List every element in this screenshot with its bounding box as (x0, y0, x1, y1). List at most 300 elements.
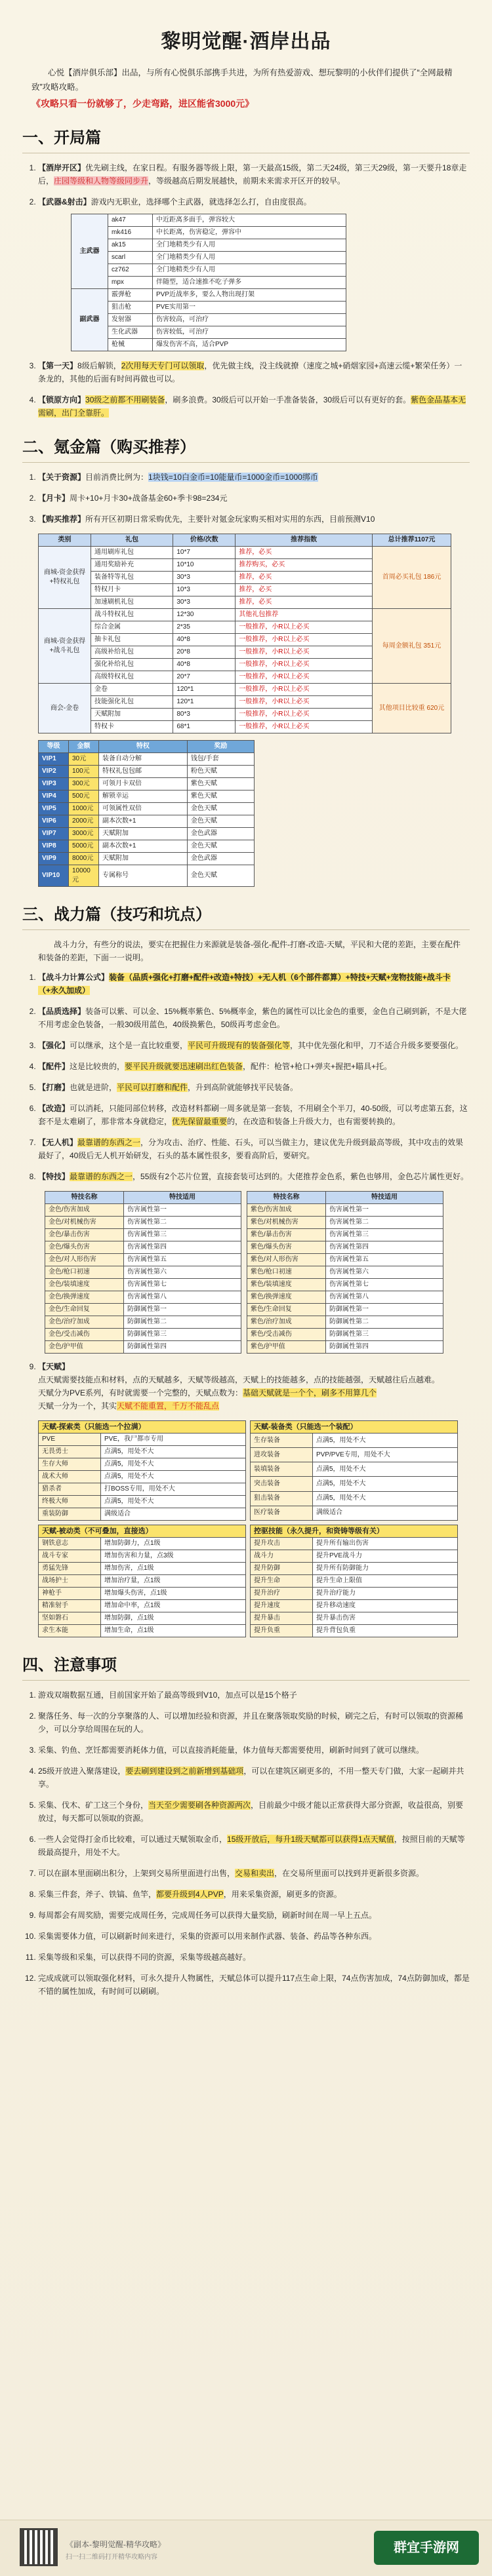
talent-name: 战斗力 (251, 1550, 313, 1563)
table-row (251, 1575, 458, 1588)
table-row (39, 1483, 246, 1496)
table-row (39, 840, 255, 853)
item-text: 可以消耗，只能同部位转移，改造材料都刷一周多就是第一套装，不用刷全个半刀，40-50级，可以考虑第五套，这套不是太难刷了，那非常本身就稳定， (38, 1104, 468, 1126)
trait-header-use: 特技适用 (326, 1192, 443, 1204)
table-row (247, 1229, 443, 1241)
divider (22, 1680, 470, 1681)
item-label: 【特技】 (38, 1172, 70, 1181)
talent-list (18, 1360, 474, 1413)
shop-category: 商城-资金获得+战斗礼包 (39, 609, 91, 684)
section-1-list (18, 161, 474, 420)
item-text: 聚落任务、每一次的分享聚落的人、可以增加经验和资源，并且在聚落领取奖励的时候，刷完之后，有时可以领取的资源稀少，可以分享给周围在玩的人。 (38, 1711, 464, 1734)
list-item (38, 1136, 474, 1162)
trait-use: 伤害属性第四 (124, 1241, 241, 1254)
table-row (39, 1421, 246, 1434)
trait-tables (45, 1191, 474, 1354)
shop-header: 总计推荐1107元 (373, 534, 451, 547)
item-highlight: 2次用每天专门可以领取 (121, 361, 205, 370)
table-row (247, 1204, 443, 1217)
item-text: 这是比较贵的， (70, 1062, 125, 1071)
vip-header: 特权 (99, 741, 188, 753)
trait-use: 伤害属性第六 (124, 1266, 241, 1279)
talent-tables (38, 1420, 458, 1637)
table-row (72, 277, 346, 289)
item-highlight-2: 紫色金品基本无需刷，出门全靠肝。 (38, 395, 466, 418)
table-row (72, 252, 346, 264)
shop-header: 类别 (39, 534, 91, 547)
table-row (247, 1279, 443, 1291)
shop-table (38, 534, 451, 733)
item-text: 优先刷主线，在家日程。有服务器等级上限，第一天最高15级，第二天24级，第三天29级，第一天要升18章走后， (38, 163, 467, 185)
table-row (251, 1477, 458, 1491)
weapon-name: 狙击枪 (108, 302, 153, 314)
shop-item-price: 30*3 (173, 572, 236, 584)
vip-privilege: 专属称号 (99, 865, 188, 887)
table-row (251, 1491, 458, 1506)
table-row (39, 1471, 246, 1483)
table-row (45, 1341, 241, 1354)
talent-desc: 提升所有防御能力 (313, 1563, 458, 1575)
table-row (72, 227, 346, 239)
divider (22, 929, 470, 930)
table-row (45, 1254, 241, 1266)
talent-table-title: 控驱技能（永久提升，和资铸等级有关） (251, 1525, 458, 1538)
vip-level: VIP5 (39, 803, 69, 815)
vip-amount: 300元 (69, 778, 99, 790)
talent-text-1: 点天赋需要技能点和材料，点的天赋越多，天赋等级越高，天赋上的技能越多，点的技能越强，天赋越往后点越难。 (38, 1375, 440, 1384)
talent-table (38, 1420, 246, 1521)
shop-category: 商会-金卷 (39, 684, 91, 733)
talent-desc: 点满5，用处不大 (101, 1496, 246, 1508)
shop-category: 商城-资金获得+特权礼包 (39, 547, 91, 609)
intro-text: 心悦【酒岸俱乐部】出品，与所有心悦俱乐部携手共进，为所有热爱游戏、想玩黎明的小伙伴们提供了“全网最精致”攻略攻略。 (31, 68, 453, 92)
talent-name: 装填装备 (251, 1462, 313, 1477)
shop-item-rating: 推荐，必买 (236, 547, 373, 559)
table-row (251, 1563, 458, 1575)
item-tail: ，目前最少中级才能以正常获得大部分资源，收益很高，别要放过，每天都可以领取的资源。 (38, 1801, 464, 1823)
talent-desc: 提升背包负重 (313, 1625, 458, 1637)
talent-table-title: 天赋-被动类（不可叠加，直接选） (39, 1525, 246, 1538)
item-label: 【酒岸开区】 (38, 163, 86, 172)
item-text: 8级后解锁， (77, 361, 121, 370)
shop-group-total: 每周金额礼包 351元 (373, 609, 451, 684)
shop-item-price: 10*10 (173, 559, 236, 572)
shop-header: 推荐指数 (236, 534, 373, 547)
table-row (39, 1458, 246, 1471)
trait-use: 伤害属性第三 (326, 1229, 443, 1241)
trait-use: 防御属性第四 (124, 1341, 241, 1354)
talent-name: 勇猛先锋 (39, 1563, 101, 1575)
table-row (72, 264, 346, 277)
table-row (45, 1304, 241, 1316)
trait-name: 紫色/护甲值 (247, 1341, 326, 1354)
table-row (251, 1600, 458, 1612)
trait-name: 紫色/装填速度 (247, 1279, 326, 1291)
item-text: 目前消费比例为： (85, 473, 149, 482)
list-item (38, 1081, 474, 1094)
list-item (38, 1930, 474, 1943)
weapon-desc: 全门地精类少有人用 (153, 264, 346, 277)
talent-table-title: 天赋-装备类（只能选一个装配） (251, 1421, 458, 1434)
talent-desc: PVP/PVE专用，用处不大 (313, 1448, 458, 1462)
weapon-desc: 全门地精类少有人用 (153, 252, 346, 264)
slogan: 《攻略只看一份就够了，少走弯路，进区能省3000元》 (31, 98, 255, 109)
table-row (39, 853, 255, 865)
weapon-name: cz762 (108, 264, 153, 277)
talent-highlight-2: 天赋不能重置，千万不能乱点 (117, 1401, 220, 1411)
shop-item-price: 10*3 (173, 584, 236, 596)
talent-desc: 点满5，用处不大 (101, 1471, 246, 1483)
talent-name: 坚如磐石 (39, 1612, 101, 1625)
table-row (251, 1625, 458, 1637)
vip-header: 奖励 (187, 741, 254, 753)
shop-item-rating: 一般推荐，小R以上必买 (236, 721, 373, 733)
vip-privilege: 特权礼包包邮 (99, 766, 188, 778)
section-title-4: 四、注意事项 (22, 1656, 117, 1674)
shop-item-price: 2*35 (173, 621, 236, 634)
trait-use: 防御属性第二 (124, 1316, 241, 1329)
list-item (38, 513, 474, 526)
vip-reward: 金色天赋 (187, 865, 254, 887)
talent-name: 狙击装备 (251, 1491, 313, 1506)
vip-level: VIP6 (39, 815, 69, 828)
item-label: 【第一天】 (38, 361, 78, 370)
item-highlight: 平民可以打磨和配件 (117, 1083, 188, 1092)
table-row (247, 1217, 443, 1229)
shop-header: 礼包 (91, 534, 173, 547)
shop-group-total: 其他项目比较重 620元 (373, 684, 451, 733)
item-text: 可以在副本里面刷出积分，上架到交易所里面进行出售， (38, 1869, 236, 1878)
talent-name: 提升生命 (251, 1575, 313, 1588)
vip-reward: 粉色天赋 (187, 766, 254, 778)
item-highlight: 交易和卖出 (235, 1869, 275, 1878)
trait-use: 伤害属性第七 (124, 1279, 241, 1291)
shop-item-name: 装备特等礼包 (91, 572, 173, 584)
weapon-desc: PVE实用第一 (153, 302, 346, 314)
item-label: 【打磨】 (38, 1083, 70, 1092)
table-row (39, 1525, 246, 1538)
item-text: 可以继承，这个是一直比较重要， (70, 1041, 188, 1050)
list-item (38, 1709, 474, 1736)
weapon-desc: 全门地精类少有人用 (153, 239, 346, 252)
table-row (247, 1266, 443, 1279)
vip-level: VIP10 (39, 865, 69, 887)
talent-name: 提升攻击 (251, 1538, 313, 1550)
item-label: 【无人机】 (38, 1138, 78, 1147)
item-highlight: 优先保留最重要 (172, 1117, 228, 1126)
table-row (39, 803, 255, 815)
trait-name: 金色/生命回复 (45, 1304, 124, 1316)
table-row (39, 1446, 246, 1458)
table-row (72, 339, 346, 351)
list-item (38, 1102, 474, 1128)
item-label: 【购买推荐】 (38, 515, 86, 524)
item-label: 【配件】 (38, 1062, 70, 1071)
vip-header: 金额 (69, 741, 99, 753)
talent-table (38, 1525, 246, 1637)
vip-row (38, 740, 474, 887)
trait-use: 伤害属性第七 (326, 1279, 443, 1291)
talent-desc: PVE，我尸都市专用 (101, 1434, 246, 1446)
vip-reward: 金色天赋 (187, 840, 254, 853)
site-logo[interactable] (374, 2531, 479, 2565)
item-tail: ，分为攻击、治疗、性能、石头，可以当做主力，建议优先升级到最高等级，其中攻击的效果最好了，40级后无人机开始研发，石头的基本属性很多，要看高阶后，要研究。 (38, 1138, 464, 1160)
vip-reward: 紫色天赋 (187, 790, 254, 803)
list-item (38, 492, 474, 505)
weapon-category: 主武器 (72, 214, 108, 289)
talent-name: 提升防御 (251, 1563, 313, 1575)
list-item (38, 1909, 474, 1922)
table-row (251, 1448, 458, 1462)
table-row (39, 865, 255, 887)
talent-table (250, 1525, 458, 1637)
talent-name: 进攻装备 (251, 1448, 313, 1462)
table-row (45, 1266, 241, 1279)
trait-name: 金色/暴击伤害 (45, 1229, 124, 1241)
shop-item-rating: 一般推荐，小R以上必买 (236, 671, 373, 684)
trait-use: 防御属性第四 (326, 1341, 443, 1354)
table-row (39, 1563, 246, 1575)
talent-desc: 满级适合 (313, 1506, 458, 1520)
table-row (39, 753, 255, 766)
trait-name: 金色/换弹速度 (45, 1291, 124, 1304)
weapon-name: 霰弹枪 (108, 289, 153, 302)
list-item (38, 1799, 474, 1825)
item-text: 游戏双端数据互通，目前国家开始了最高等级到V10，加点可以是15个格子 (38, 1690, 297, 1700)
trait-name: 金色/对机械伤害 (45, 1217, 124, 1229)
section-3-intro: 战斗力分，有些分的说法，要实在把握住力来源就是装备-强化-配件-打磨-改造-天赋，平民和大佬的差距，主要在配件和装备的差距，下面一一说明。 (38, 940, 461, 962)
trait-use: 伤害属性第八 (124, 1291, 241, 1304)
item-highlight: 最靠谱的东西之一 (77, 1138, 141, 1147)
weapon-desc: 中近距离多面手，弹容较大 (153, 214, 346, 227)
talent-name: 猎杀者 (39, 1483, 101, 1496)
talent-desc: 增加防御，点1级 (101, 1612, 246, 1625)
talent-desc: 点满5，用处不大 (101, 1446, 246, 1458)
item-text: 装备（品质+强化+打磨+配件+改造+特技）+无人机（6个部件都算）+特技+天赋+宠物技能+战斗卡（+永久加成） (38, 973, 451, 995)
trait-use: 伤害属性第五 (124, 1254, 241, 1266)
list-item (38, 195, 474, 351)
item-tail: 的，在改造和装备上升级大力，也有需要转换的。 (227, 1117, 401, 1126)
talent-desc: 增加生命，点1级 (101, 1625, 246, 1637)
table-row (251, 1506, 458, 1520)
talent-desc: 增加伤害，点1级 (101, 1563, 246, 1575)
talent-name: 医疗装备 (251, 1506, 313, 1520)
trait-use: 防御属性第一 (326, 1304, 443, 1316)
talent-desc: 点满5，用处不大 (313, 1462, 458, 1477)
table-row (45, 1316, 241, 1329)
table-row (247, 1341, 443, 1354)
item-label: 【天赋】 (38, 1362, 70, 1371)
table-row (72, 326, 346, 339)
item-text: 装备可以紫、可以金、15%概率紫色、5%概率金，紫色的属性可以比金色的重要，金色自己刷到新，不是大佬不用考虑金色装备，一般30级用蓝色，40级换紫色，50级再考虑金色。 (38, 1007, 467, 1029)
list-item (38, 471, 474, 484)
trait-use: 防御属性第三 (124, 1329, 241, 1341)
item-highlight: 1块钱=10白金币=10能量币=1000金币=1000绑币 (148, 473, 318, 482)
vip-amount: 5000元 (69, 840, 99, 853)
weapon-name: scarl (108, 252, 153, 264)
item-highlight: 庄园等级和人物等级同步升 (54, 176, 149, 185)
table-row (39, 790, 255, 803)
item-text: 采集、钓鱼、烹饪都需要消耗体力值，可以直接消耗能量，体力值每天都需要使用，刷新时间到了就可以继续。 (38, 1746, 424, 1755)
shop-item-rating: 一般推荐，小R以上必买 (236, 696, 373, 709)
trait-name: 紫色/受击减伤 (247, 1329, 326, 1341)
vip-privilege: 解锁幸运 (99, 790, 188, 803)
item-highlight: 30级之前都不用刷装备 (85, 395, 165, 404)
weapon-name: 生化武器 (108, 326, 153, 339)
qr-code-icon[interactable] (20, 2528, 58, 2566)
footer-subtitle: 扫一扫二维码打开精华攻略内容 (66, 2554, 157, 2561)
list-item (38, 1951, 474, 1964)
table-row (39, 815, 255, 828)
list-item (38, 393, 474, 420)
shop-item-price: 10*7 (173, 547, 236, 559)
divider (22, 462, 470, 463)
trait-use: 防御属性第二 (326, 1316, 443, 1329)
trait-use: 伤害属性第四 (326, 1241, 443, 1254)
vip-level: VIP9 (39, 853, 69, 865)
list-item (38, 1888, 474, 1901)
table-row (251, 1434, 458, 1448)
weapon-desc: 伤害较低，可治疗 (153, 326, 346, 339)
trait-name: 金色/伤害加成 (45, 1204, 124, 1217)
trait-use: 伤害属性第二 (326, 1217, 443, 1229)
trait-name: 紫色/枪口初速 (247, 1266, 326, 1279)
table-row (247, 1329, 443, 1341)
item-tail: ，在交易所里面可以找到并更新很多资源。 (274, 1869, 424, 1878)
shop-item-name: 抽卡礼包 (91, 634, 173, 646)
item-highlight: 都要升级到4人PVP (156, 1890, 224, 1899)
trait-name: 金色/护甲值 (45, 1341, 124, 1354)
item-text: 一些人会觉得打金币比较难，可以通过天赋领取金币， (38, 1835, 228, 1844)
weapon-table (71, 214, 346, 351)
item-tail: ，55级有2个芯片位置，直接套装可达到的。大佬推荐金色系，紫色也够用，金色芯片属性更好。 (133, 1172, 469, 1181)
vip-privilege: 装备自动分解 (99, 753, 188, 766)
weapon-desc: 爆发伤害不高，适合PVP (153, 339, 346, 351)
trait-use: 伤害属性第二 (124, 1217, 241, 1229)
weapon-name: ak47 (108, 214, 153, 227)
list-item (38, 1833, 474, 1859)
item-text: 每周都会有周奖励，需要完成周任务，完成周任务可以获得大量奖励，刷新时间在周一早上五点。 (38, 1911, 377, 1920)
talent-desc: 提升PVE战斗力 (313, 1550, 458, 1563)
shop-group-total: 首周必买礼包 186元 (373, 547, 451, 609)
shop-item-rating: 一般推荐，小R以上必买 (236, 621, 373, 634)
table-row (39, 1538, 246, 1550)
item-highlight: 15级开放后，每升1级天赋都可以获得1点天赋值 (227, 1835, 394, 1844)
footer-text (66, 2539, 165, 2561)
vip-amount: 8000元 (69, 853, 99, 865)
shop-item-name: 高级补给礼包 (91, 646, 173, 659)
section-title-2: 二、氪金篇（购买推荐） (22, 439, 195, 456)
table-row (72, 302, 346, 314)
vip-reward: 金色武器 (187, 828, 254, 840)
trait-name: 金色/爆头伤害 (45, 1241, 124, 1254)
table-row (39, 1612, 246, 1625)
vip-amount: 100元 (69, 766, 99, 778)
shop-item-price: 40*8 (173, 659, 236, 671)
shop-header: 价格/次数 (173, 534, 236, 547)
vip-amount: 10000元 (69, 865, 99, 887)
trait-use: 伤害属性第一 (326, 1204, 443, 1217)
vip-reward: 钱包/手套 (187, 753, 254, 766)
table-row (247, 1291, 443, 1304)
table-row (45, 1204, 241, 1217)
trait-use: 伤害属性第三 (124, 1229, 241, 1241)
shop-item-name: 天赋附加 (91, 709, 173, 721)
shop-item-price: 68*1 (173, 721, 236, 733)
table-row (39, 1550, 246, 1563)
talent-name: 战斗专家 (39, 1550, 101, 1563)
vip-privilege: 天赋附加 (99, 853, 188, 865)
talent-desc: 打BOSS专用，用处不大 (101, 1483, 246, 1496)
trait-table-right (247, 1191, 443, 1354)
list-item (38, 1765, 474, 1791)
item-text: 所有开区初期日常采购优先，主要针对氪金玩家购买相对实用的东西，目前预测V10 (85, 515, 375, 524)
shop-item-rating: 推荐购买，必买 (236, 559, 373, 572)
table-row (251, 1525, 458, 1538)
table-row (72, 314, 346, 326)
list-item (38, 161, 474, 187)
talent-highlight: 基础天赋就是一个个，刷多不用算几个 (243, 1388, 377, 1397)
item-text: 完成成就可以领取强化材料，可永久提升人物属性，天赋总体可以提升117点生命上限，74点伤害加成，74点防御加成，都是不错的属性加成，有时间可以刷刷。 (38, 1974, 470, 1996)
talent-desc: 点满5，用处不大 (313, 1491, 458, 1506)
talent-name: 生存大师 (39, 1458, 101, 1471)
shop-item-name: 强化补给礼包 (91, 659, 173, 671)
vip-level: VIP3 (39, 778, 69, 790)
table-row (39, 547, 451, 559)
shop-item-price: 40*8 (173, 634, 236, 646)
vip-amount: 3000元 (69, 828, 99, 840)
talent-name: 无畏勇士 (39, 1446, 101, 1458)
section-3-list (18, 971, 474, 1183)
table-row (45, 1241, 241, 1254)
talent-desc: 提升生命上限值 (313, 1575, 458, 1588)
trait-table-left (45, 1191, 241, 1354)
vip-privilege: 副本次数+1 (99, 815, 188, 828)
trait-header-name: 特技名称 (45, 1192, 124, 1204)
weapon-desc: PVP近战率多，要么人物出现打架 (153, 289, 346, 302)
talent-name: 求生本能 (39, 1625, 101, 1637)
item-highlight: 当天至少需要刷各种资源两次 (148, 1801, 251, 1810)
item-tail: ，用来采集资源，刷更多的资源。 (223, 1890, 342, 1899)
footer-title: 《副本-黎明觉醒-精华攻略》 (66, 2540, 165, 2549)
shop-item-rating: 一般推荐，小R以上必买 (236, 646, 373, 659)
item-text: 游戏内无职业，选择哪个主武器，就选择怎么打，自由度很高。 (91, 197, 312, 206)
shop-item-rating: 一般推荐，小R以上必买 (236, 684, 373, 696)
item-tail: ，配件：枪管+枪口+弹夹+握把+瞄具+托。 (243, 1062, 392, 1071)
shop-item-name: 加速刷机礼包 (91, 596, 173, 609)
shop-item-name: 技能强化礼包 (91, 696, 173, 709)
table-row (45, 1229, 241, 1241)
shop-item-rating: 推荐，必买 (236, 596, 373, 609)
talent-desc: 增加治疗量，点1级 (101, 1575, 246, 1588)
shop-item-name: 特权月卡 (91, 584, 173, 596)
item-tail: ，可以在建筑区刷更多的，不用一整天专门做，大家一起刷并共享。 (38, 1766, 464, 1789)
page-title: 黎明觉醒·酒岸出品 (161, 31, 331, 52)
item-tail: ，其中优先强化和甲，刀不适合升级多要要强化。 (290, 1041, 464, 1050)
vip-level: VIP1 (39, 753, 69, 766)
shop-item-price: 20*8 (173, 646, 236, 659)
trait-name: 紫色/暴击伤害 (247, 1229, 326, 1241)
item-highlight: 要平民升级就要迅速刷出红色装备 (125, 1062, 243, 1071)
list-item (38, 1170, 474, 1183)
shop-item-name: 金卷 (91, 684, 173, 696)
talent-name: 提升速度 (251, 1600, 313, 1612)
table-row (45, 1217, 241, 1229)
weapon-name: 枪械 (108, 339, 153, 351)
trait-name: 紫色/对人形伤害 (247, 1254, 326, 1266)
shop-item-price: 30*3 (173, 596, 236, 609)
item-text: 采集、伐木、矿工这三个身份， (38, 1801, 149, 1810)
